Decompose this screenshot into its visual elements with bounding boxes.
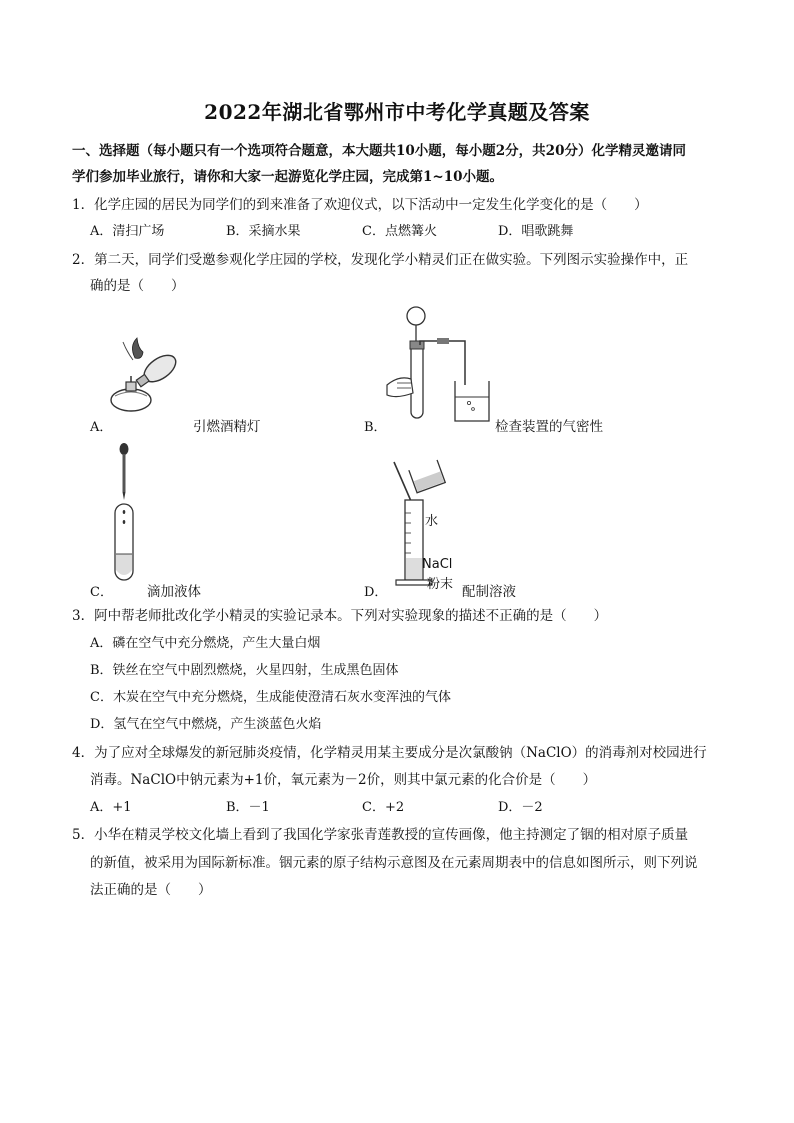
figure-a-letter: A． [90,420,113,435]
section-heading-line1: 一、选择题（每小题只有一个选项符合题意，本大题共10小题，每小题2分，共20分）化学精灵邀请同 [72,143,686,159]
figure-c-caption: 滴加液体 [147,584,201,600]
question-2-stem-line1: 2．第二天，同学们受邀参观化学庄园的学校，发现化学小精灵们正在做实验。下列图示实验操作中，正 [72,252,689,268]
question-3-stem: 3．阿中帮老师批改化学小精灵的实验记录本。下列对实验现象的描述不正确的是（ ） [72,608,608,624]
q4-option-a: A．+1 [90,800,132,815]
question-4-stem-line2: 消毒。NaClO中钠元素为+1价，氧元素为－2价，则其中氯元素的化合价是（ ） [90,772,597,788]
question-5-stem-line3: 法正确的是（ ） [90,882,212,898]
q3-option-d: D．氢气在空气中燃烧，产生淡蓝色火焰 [90,717,322,732]
q3-option-a: A．磷在空气中充分燃烧，产生大量白烟 [90,636,321,651]
question-1-stem: 1．化学庄园的居民为同学们的到来准备了欢迎仪式，以下活动中一定发生化学变化的是（ ） [72,197,648,213]
question-5-stem-line2: 的新值，被采用为国际新标准。铟元素的原子结构示意图及在元素周期表中的信息如图所示，则下列说 [90,855,698,871]
q3-option-c: C．木炭在空气中充分燃烧，生成能使澄清石灰水变浑浊的气体 [90,690,451,705]
q1-option-d: D．唱歌跳舞 [498,224,574,239]
alcohol-lamp-figure [105,338,190,416]
figure-a-caption: 引燃酒精灯 [193,419,261,435]
q4-option-d: D．－2 [498,800,543,815]
q1-option-b: B．采摘水果 [226,224,301,239]
page-title: 2022年湖北省鄂州市中考化学真题及答案 [204,100,590,124]
nacl-label: NaCl [422,557,453,572]
section-heading-line2: 学们参加毕业旅行，请你和大家一起游览化学庄园，完成第1~10小题。 [72,169,503,185]
figure-d-caption: 配制溶液 [462,584,516,600]
q4-option-b: B．－1 [226,800,270,815]
powder-label: 粉末 [427,577,454,592]
question-2-stem-line2: 确的是（ ） [90,278,185,294]
q3-option-b: B．铁丝在空气中剧烈燃烧，火星四射，生成黑色固体 [90,663,399,678]
airtightness-figure [385,303,493,423]
q1-option-a: A．清扫广场 [90,224,165,239]
q4-option-c: C．+2 [362,800,405,815]
figure-b-letter: B． [364,420,387,435]
figure-d-letter: D． [364,585,388,600]
figure-b-caption: 检查装置的气密性 [495,419,603,435]
dropper-figure [108,442,140,582]
water-label: 水 [425,514,439,529]
question-4-stem-line1: 4．为了应对全球爆发的新冠肺炎疫情，化学精灵用某主要成分是次氯酸钠（NaClO）的消毒剂对校园进行 [72,745,707,761]
question-5-stem-line1: 5．小华在精灵学校文化墙上看到了我国化学家张青莲教授的宣传画像，他主持测定了铟的相对原子质量 [72,827,689,843]
q1-option-c: C．点燃篝火 [362,224,437,239]
figure-c-letter: C． [90,585,113,600]
